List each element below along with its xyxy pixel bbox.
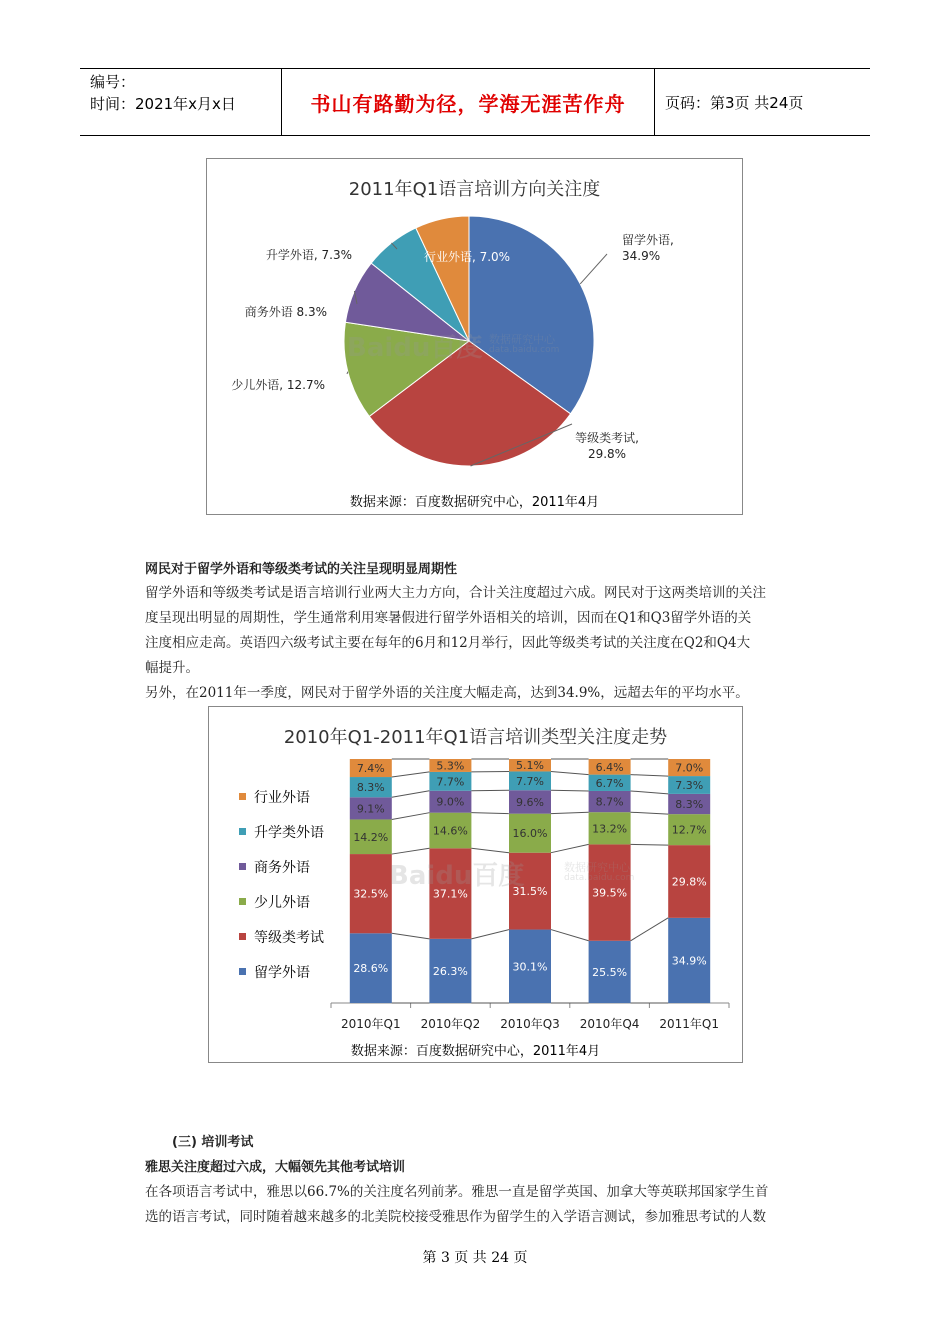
pie-label-3: 商务外语 8.3% bbox=[244, 305, 327, 319]
bar-data-label: 14.6% bbox=[432, 824, 468, 838]
x-tick-label: 2010年Q3 bbox=[500, 1017, 560, 1031]
paragraph-line: 在各项语言考试中，雅思以66.7%的关注度名列前茅。雅思一直是留学英国、加拿大等英联邦国家学生首 bbox=[145, 1184, 769, 1200]
bar-data-label: 9.0% bbox=[436, 795, 465, 809]
series-connector bbox=[392, 933, 430, 939]
pie-leader-line bbox=[580, 254, 607, 284]
bar-data-label: 5.1% bbox=[516, 759, 544, 773]
pie-watermark-sub: 数据研究中心 bbox=[489, 333, 555, 346]
bar-chart-title: 2010年Q1-2011年Q1语言培训类型关注度走势 bbox=[283, 727, 668, 748]
bar-data-label: 9.6% bbox=[516, 795, 544, 809]
paragraph-line: 另外，在2011年一季度，网民对于留学外语的关注度大幅走高，达到34.9%，远超去年的平均水平。 bbox=[145, 685, 749, 701]
series-connector bbox=[631, 812, 669, 814]
paragraph-line: 度呈现出明显的周期性，学生通常利用寒暑假进行留学外语相关的培训，因而在Q1和Q3留学外语的关 bbox=[145, 610, 752, 626]
series-connector bbox=[551, 771, 589, 774]
bar-data-label: 37.1% bbox=[432, 887, 468, 901]
bar-data-label: 8.7% bbox=[595, 795, 624, 809]
series-connector bbox=[631, 775, 669, 776]
pie-chart bbox=[206, 158, 743, 515]
series-connector bbox=[392, 791, 430, 798]
pie-watermark: Baidu百度 bbox=[347, 333, 483, 363]
paragraph-periodicity bbox=[145, 581, 805, 706]
bar-data-label: 7.7% bbox=[436, 775, 465, 789]
pie-label-4: 升学外语, 7.3% bbox=[265, 248, 352, 262]
bar-watermark: Baidu百度 bbox=[389, 861, 525, 891]
time-label: 时间：2021年x月x日 bbox=[90, 95, 236, 113]
bar-data-label: 13.2% bbox=[592, 822, 628, 836]
x-tick-label: 2011年Q1 bbox=[659, 1017, 720, 1031]
paragraph-line: 留学外语和等级类考试是语言培训行业两大主力方向，合计关注度超过六成。网民对于这两类培训的关注 bbox=[145, 585, 766, 601]
bar-data-label: 29.8% bbox=[671, 875, 707, 889]
bar-data-label: 31.5% bbox=[512, 885, 548, 899]
bar-watermark-url: data.baidu.com bbox=[564, 873, 635, 883]
series-connector bbox=[631, 918, 669, 941]
series-connector bbox=[392, 848, 430, 854]
series-connector bbox=[471, 930, 509, 939]
bar-data-label: 12.7% bbox=[671, 823, 707, 837]
paragraph-ielts bbox=[145, 1180, 805, 1230]
pie-leader-line bbox=[347, 372, 348, 374]
legend-label: 升学类外语 bbox=[254, 824, 324, 841]
bar-data-label: 25.5% bbox=[592, 965, 628, 979]
legend-label: 少儿外语 bbox=[254, 894, 310, 911]
pie-watermark-url: data.baidu.com bbox=[489, 345, 560, 355]
pie-chart-source: 数据来源：百度数据研究中心，2011年4月 bbox=[349, 495, 600, 510]
bar-data-label: 28.6% bbox=[353, 962, 389, 976]
paragraph-line: 选的语言考试，同时随着越来越多的北美院校接受雅思作为留学生的入学语言测试，参加雅思考试的人数 bbox=[145, 1209, 766, 1225]
bar-data-label: 14.2% bbox=[353, 830, 389, 844]
series-connector bbox=[551, 812, 589, 813]
heading-ielts: 雅思关注度超过六成，大幅领先其他考试培训 bbox=[145, 1160, 406, 1175]
bar-data-label: 26.3% bbox=[432, 964, 468, 978]
bar-data-label: 7.4% bbox=[356, 762, 385, 776]
bar-watermark-sub: 数据研究中心 bbox=[564, 861, 630, 874]
stacked-bar-chart bbox=[208, 706, 743, 1063]
series-connector bbox=[631, 844, 669, 845]
series-connector bbox=[471, 813, 509, 814]
pie-label-2: 少儿外语, 12.7% bbox=[231, 378, 325, 392]
legend-label: 商务外语 bbox=[254, 859, 310, 876]
bar-data-label: 16.0% bbox=[512, 827, 548, 841]
bar-data-label: 7.7% bbox=[516, 774, 544, 788]
series-connector bbox=[551, 930, 589, 941]
series-connector bbox=[471, 848, 509, 852]
bar-data-label: 6.4% bbox=[595, 760, 624, 774]
pie-label-5: 行业外语, 7.0% bbox=[423, 250, 511, 264]
bar-data-label: 8.3% bbox=[675, 798, 704, 812]
bar-data-label: 39.5% bbox=[592, 886, 628, 900]
bar-data-label: 6.7% bbox=[595, 776, 624, 790]
heading-periodicity: 网民对于留学外语和等级类考试的关注呈现明显周期性 bbox=[145, 562, 458, 577]
bar-chart-source: 数据来源：百度数据研究中心，2011年4月 bbox=[350, 1044, 601, 1059]
series-connector bbox=[551, 790, 589, 791]
paragraph-line: 注度相应走高。英语四六级考试主要在每年的6月和12月举行，因此等级类考试的关注度在Q2和Q4大 bbox=[145, 635, 751, 651]
series-connector bbox=[392, 772, 430, 777]
bar-data-label: 9.1% bbox=[356, 802, 385, 816]
x-tick-label: 2010年Q1 bbox=[340, 1017, 401, 1031]
x-tick-label: 2010年Q4 bbox=[579, 1017, 640, 1031]
number-label: 编号： bbox=[90, 73, 136, 91]
legend-label: 留学外语 bbox=[254, 964, 310, 981]
bar-data-label: 7.0% bbox=[675, 761, 704, 775]
section-heading: (三) 培训考试 bbox=[172, 1135, 254, 1150]
pie-label-0: 留学外语, 34.9% bbox=[622, 233, 674, 263]
page-header bbox=[80, 68, 870, 136]
x-tick-label: 2010年Q2 bbox=[420, 1017, 481, 1031]
series-connector bbox=[392, 813, 430, 820]
bar-data-label: 32.5% bbox=[353, 887, 389, 901]
pie-chart-title: 2011年Q1语言培训方向关注度 bbox=[348, 179, 601, 200]
header-meta bbox=[80, 69, 282, 135]
bar-data-label: 34.9% bbox=[671, 954, 707, 968]
series-connector bbox=[631, 791, 669, 794]
legend-label: 等级类考试 bbox=[254, 929, 324, 946]
bar-data-label: 5.3% bbox=[436, 759, 465, 773]
page-footer: 第 3 页 共 24 页 bbox=[422, 1250, 528, 1266]
bar-data-label: 8.3% bbox=[356, 781, 385, 795]
header-page-info: 页码：第3页 共24页 bbox=[665, 93, 804, 112]
series-connector bbox=[551, 844, 589, 852]
header-motto: 书山有路勤为径，学海无涯苦作舟 bbox=[282, 69, 655, 135]
bar-data-label: 30.1% bbox=[512, 960, 548, 974]
bar-data-label: 7.3% bbox=[675, 778, 704, 792]
legend-label: 行业外语 bbox=[254, 789, 310, 806]
pie-label-1: 等级类考试, 29.8% bbox=[575, 431, 639, 461]
paragraph-line: 幅提升。 bbox=[145, 660, 199, 676]
